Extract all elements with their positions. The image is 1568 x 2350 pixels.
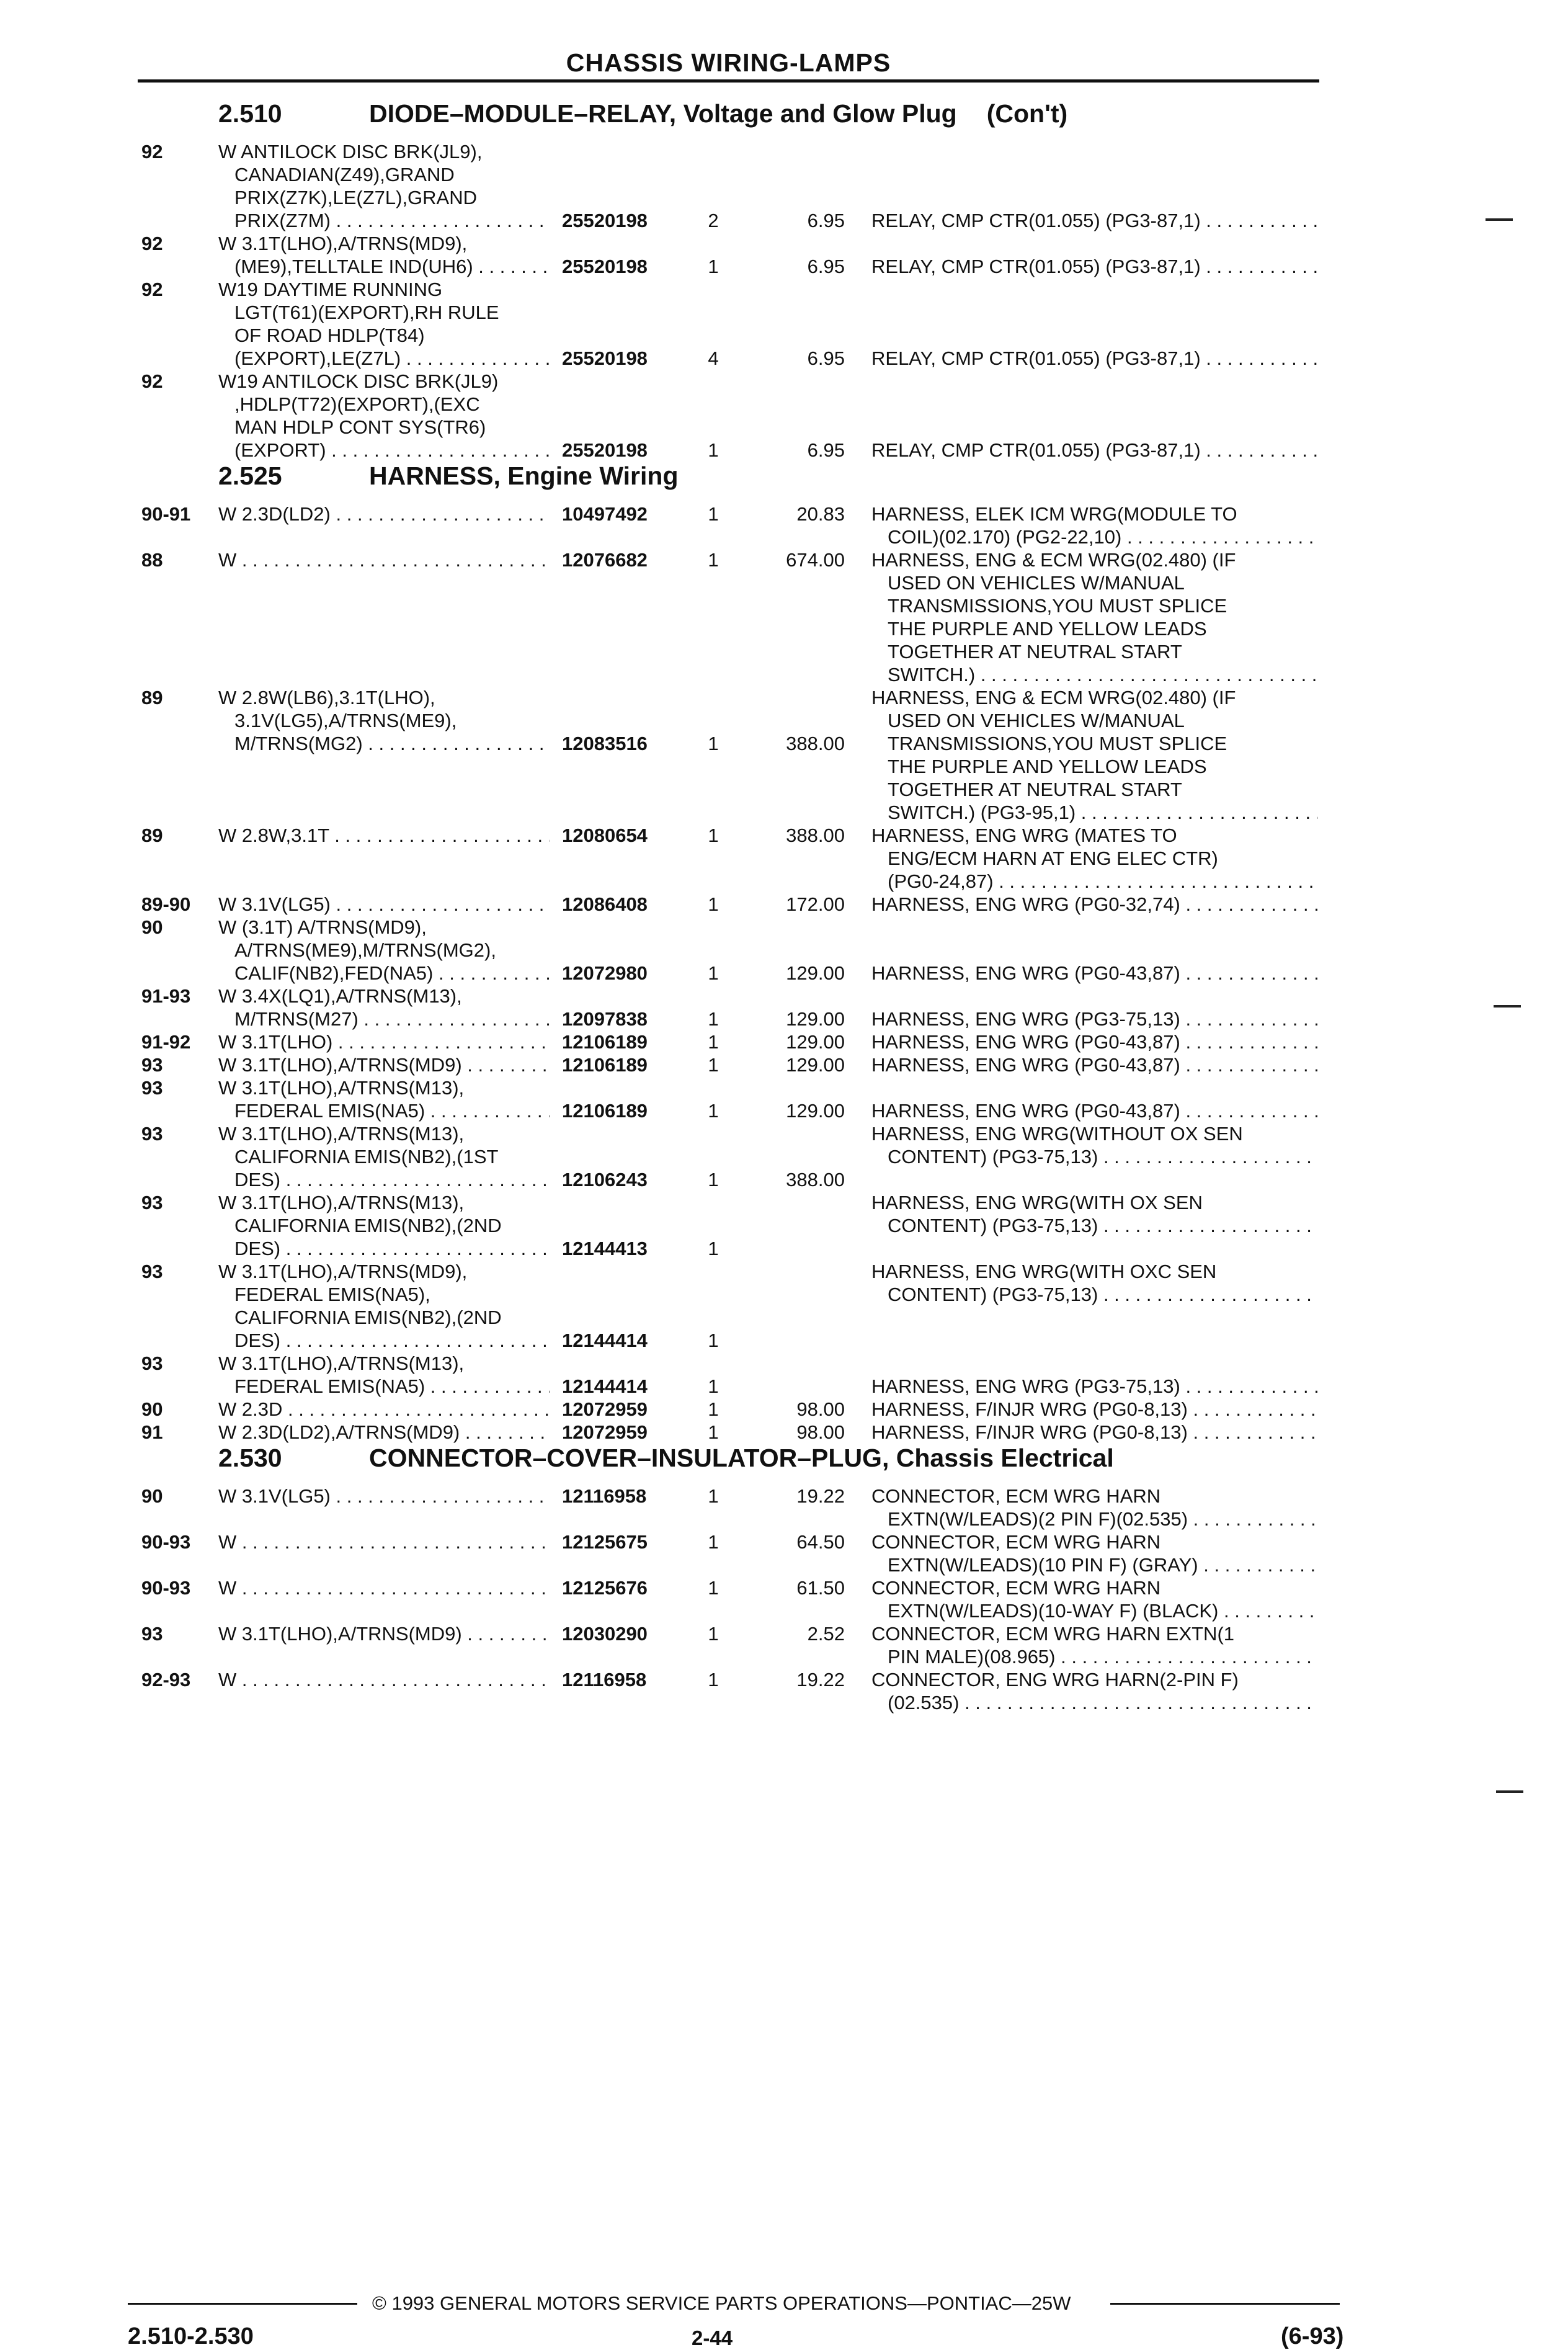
part-number: 12097838 bbox=[562, 1008, 648, 1030]
part-number: 12106243 bbox=[562, 1169, 648, 1191]
section-title-main: HARNESS, Engine Wiring bbox=[369, 462, 679, 490]
model-year: 93 bbox=[141, 1077, 163, 1099]
part-name-line: TOGETHER AT NEUTRAL START bbox=[888, 779, 1182, 800]
quantity: 1 bbox=[708, 1169, 719, 1191]
part-name-line: PIN MALE)(08.965) . . . bbox=[871, 1645, 1318, 1668]
part-number: 12125675 bbox=[562, 1531, 648, 1553]
model-year: 92 bbox=[141, 141, 163, 163]
usage-line: W . . . bbox=[218, 1530, 550, 1553]
part-name-line: CONTENT) (PG3-75,13) . . . bbox=[871, 1145, 1318, 1168]
model-year: 90 bbox=[141, 1485, 163, 1507]
parts-row bbox=[0, 1530, 1568, 1576]
part-name-line: HARNESS, ELEK ICM WRG(MODULE TO bbox=[871, 503, 1237, 525]
usage-description bbox=[218, 1622, 550, 1645]
model-year: 90 bbox=[141, 1398, 163, 1420]
part-name bbox=[871, 1007, 1318, 1030]
usage-line: W . . . bbox=[218, 548, 550, 571]
part-name-line: EXTN(W/LEADS)(10-WAY F) (BLACK) . . . bbox=[871, 1599, 1318, 1622]
part-name-line: CONTENT) (PG3-75,13) . . . bbox=[871, 1283, 1318, 1306]
usage-description bbox=[218, 1030, 550, 1053]
part-number: 12083516 bbox=[562, 733, 648, 754]
part-name bbox=[871, 347, 1318, 370]
model-year: 93 bbox=[141, 1352, 163, 1374]
margin-tick bbox=[1496, 1790, 1523, 1793]
usage-description bbox=[218, 686, 550, 755]
quantity: 1 bbox=[708, 1054, 719, 1076]
part-name-line: HARNESS, ENG WRG (PG0-43,87) . . . bbox=[871, 1030, 1318, 1053]
part-number: 12106189 bbox=[562, 1100, 648, 1122]
model-year: 90 bbox=[141, 916, 163, 938]
quantity: 2 bbox=[708, 210, 719, 231]
list-price: 388.00 bbox=[786, 824, 845, 846]
usage-description bbox=[218, 548, 550, 571]
quantity: 1 bbox=[708, 962, 719, 984]
usage-line: W 3.1T(LHO),A/TRNS(M13), bbox=[218, 1352, 465, 1374]
section-title-sub: Voltage and Glow Plug bbox=[683, 99, 957, 128]
model-year: 89 bbox=[141, 687, 163, 708]
footer-rule-right bbox=[1110, 2303, 1340, 2305]
model-year: 93 bbox=[141, 1054, 163, 1076]
part-name bbox=[871, 1530, 1318, 1576]
quantity: 1 bbox=[708, 1669, 719, 1691]
usage-description bbox=[218, 503, 550, 525]
usage-line: W ANTILOCK DISC BRK(JL9), bbox=[218, 141, 483, 163]
part-number: 12072959 bbox=[562, 1421, 648, 1443]
usage-description bbox=[218, 1122, 550, 1191]
usage-line: MAN HDLP CONT SYS(TR6) bbox=[234, 416, 486, 438]
section-title-sub: Chassis Electrical bbox=[896, 1444, 1114, 1472]
parts-row bbox=[0, 140, 1568, 232]
parts-row bbox=[0, 1122, 1568, 1191]
model-year: 91 bbox=[141, 1421, 163, 1443]
part-name-line: RELAY, CMP CTR(01.055) (PG3-87,1) . . . bbox=[871, 255, 1318, 278]
part-name-line: (02.535) . . . bbox=[871, 1691, 1318, 1714]
list-price: 129.00 bbox=[786, 1054, 845, 1076]
usage-line: 3.1V(LG5),A/TRNS(ME9), bbox=[234, 710, 457, 731]
list-price: 172.00 bbox=[786, 893, 845, 915]
section-title-main: CONNECTOR–COVER–INSULATOR–PLUG, bbox=[369, 1444, 889, 1472]
list-price: 129.00 bbox=[786, 1031, 845, 1053]
usage-description bbox=[218, 1260, 550, 1352]
usage-line: W 2.3D(LD2),A/TRNS(MD9) . . . bbox=[218, 1421, 550, 1444]
usage-description bbox=[218, 1191, 550, 1260]
part-name-line: SWITCH.) . . . bbox=[871, 663, 1318, 686]
list-price: 6.95 bbox=[807, 347, 845, 369]
model-year: 90-93 bbox=[141, 1577, 191, 1599]
parts-row bbox=[0, 1668, 1568, 1714]
usage-line: FEDERAL EMIS(NA5) . . . bbox=[218, 1375, 550, 1398]
section-title bbox=[369, 99, 1067, 128]
part-name bbox=[871, 1576, 1318, 1622]
part-name-line: THE PURPLE AND YELLOW LEADS bbox=[888, 756, 1207, 777]
usage-line: W 3.1T(LHO),A/TRNS(M13), bbox=[218, 1123, 465, 1145]
model-year: 91-92 bbox=[141, 1031, 191, 1053]
part-name bbox=[871, 1122, 1318, 1168]
part-name-line: HARNESS, ENG WRG (PG3-75,13) . . . bbox=[871, 1007, 1318, 1030]
quantity: 1 bbox=[708, 1577, 719, 1599]
quantity: 1 bbox=[708, 1531, 719, 1553]
footer-section-range: 2.510-2.530 bbox=[128, 2323, 254, 2349]
model-year: 88 bbox=[141, 549, 163, 571]
part-name bbox=[871, 893, 1318, 916]
part-name bbox=[871, 1668, 1318, 1714]
list-price: 129.00 bbox=[786, 1008, 845, 1030]
part-name bbox=[871, 1030, 1318, 1053]
part-number: 12030290 bbox=[562, 1623, 648, 1645]
part-name-line: CONNECTOR, ENG WRG HARN(2-PIN F) bbox=[871, 1669, 1239, 1691]
usage-line: W 2.8W(LB6),3.1T(LHO), bbox=[218, 687, 435, 708]
model-year: 93 bbox=[141, 1261, 163, 1282]
part-name-line: COIL)(02.170) (PG2-22,10) . . . bbox=[871, 525, 1318, 548]
part-name bbox=[871, 1622, 1318, 1668]
parts-row bbox=[0, 503, 1568, 548]
usage-line: FEDERAL EMIS(NA5), bbox=[234, 1284, 430, 1305]
part-number: 12144414 bbox=[562, 1329, 648, 1351]
list-price: 20.83 bbox=[796, 503, 845, 525]
part-name bbox=[871, 503, 1318, 548]
usage-line: CALIF(NB2),FED(NA5) . . . bbox=[218, 962, 550, 985]
quantity: 1 bbox=[708, 1421, 719, 1443]
footer-page-number: 2-44 bbox=[692, 2326, 733, 2349]
part-name-line: EXTN(W/LEADS)(2 PIN F)(02.535) . . . bbox=[871, 1508, 1318, 1530]
usage-description bbox=[218, 985, 550, 1030]
parts-row bbox=[0, 1030, 1568, 1053]
list-price: 2.52 bbox=[807, 1623, 845, 1645]
quantity: 1 bbox=[708, 1031, 719, 1053]
usage-description bbox=[218, 1530, 550, 1553]
model-year: 92-93 bbox=[141, 1669, 191, 1691]
part-number: 12116958 bbox=[562, 1669, 647, 1691]
part-name-line: RELAY, CMP CTR(01.055) (PG3-87,1) . . . bbox=[871, 439, 1318, 462]
quantity: 4 bbox=[708, 347, 719, 369]
section-title bbox=[369, 462, 679, 491]
usage-line: CALIFORNIA EMIS(NB2),(2ND bbox=[234, 1307, 502, 1328]
usage-line: DES) . . . bbox=[218, 1237, 550, 1260]
section-heading bbox=[0, 99, 1568, 140]
usage-line: W 3.1V(LG5) . . . bbox=[218, 893, 550, 916]
usage-line: W 3.1T(LHO),A/TRNS(M13), bbox=[218, 1077, 465, 1099]
parts-row bbox=[0, 232, 1568, 278]
part-name-line: HARNESS, ENG & ECM WRG(02.480) (IF bbox=[871, 549, 1236, 571]
section-continued: (Con't) bbox=[986, 99, 1068, 128]
parts-row bbox=[0, 1076, 1568, 1122]
part-name-line: EXTN(W/LEADS)(10 PIN F) (GRAY) . . . bbox=[871, 1553, 1318, 1576]
quantity: 1 bbox=[708, 1329, 719, 1351]
part-name-line: CONNECTOR, ECM WRG HARN EXTN(1 bbox=[871, 1623, 1235, 1645]
usage-description bbox=[218, 140, 550, 232]
usage-line: PRIX(Z7K),LE(Z7L),GRAND bbox=[234, 187, 478, 208]
part-name bbox=[871, 1375, 1318, 1398]
margin-tick bbox=[1494, 1005, 1521, 1007]
section-title bbox=[369, 1444, 1114, 1473]
part-name bbox=[871, 439, 1318, 462]
section-heading bbox=[0, 462, 1568, 503]
part-name-line: HARNESS, ENG WRG(WITHOUT OX SEN bbox=[871, 1123, 1243, 1145]
quantity: 1 bbox=[708, 439, 719, 461]
part-name-line: TRANSMISSIONS,YOU MUST SPLICE bbox=[888, 733, 1227, 754]
section-number: 2.530 bbox=[218, 1444, 282, 1472]
quantity: 1 bbox=[708, 1008, 719, 1030]
usage-line: CALIFORNIA EMIS(NB2),(2ND bbox=[234, 1215, 502, 1236]
model-year: 90-91 bbox=[141, 503, 191, 525]
margin-tick bbox=[1486, 218, 1513, 221]
part-name-line: ENG/ECM HARN AT ENG ELEC CTR) bbox=[888, 847, 1218, 869]
usage-line: CANADIAN(Z49),GRAND bbox=[234, 164, 455, 185]
part-name-line: HARNESS, ENG WRG(WITH OX SEN bbox=[871, 1192, 1203, 1213]
model-year: 91-93 bbox=[141, 985, 191, 1007]
parts-row bbox=[0, 893, 1568, 916]
quantity: 1 bbox=[708, 1375, 719, 1397]
part-name bbox=[871, 209, 1318, 232]
part-name bbox=[871, 1398, 1318, 1421]
part-number: 25520198 bbox=[562, 210, 648, 231]
usage-line: M/TRNS(MG2) . . . bbox=[218, 732, 550, 755]
list-price: 98.00 bbox=[796, 1398, 845, 1420]
quantity: 1 bbox=[708, 1398, 719, 1420]
usage-line: (EXPORT),LE(Z7L) . . . bbox=[218, 347, 550, 370]
parts-row bbox=[0, 1576, 1568, 1622]
part-name-line: CONNECTOR, ECM WRG HARN bbox=[871, 1577, 1161, 1599]
usage-description bbox=[218, 1076, 550, 1122]
usage-description bbox=[218, 1668, 550, 1691]
usage-line: W 3.1T(LHO) . . . bbox=[218, 1030, 550, 1053]
part-name-line: HARNESS, ENG & ECM WRG(02.480) (IF bbox=[871, 687, 1236, 708]
list-price: 64.50 bbox=[796, 1531, 845, 1553]
part-name bbox=[871, 1485, 1318, 1530]
parts-row bbox=[0, 1622, 1568, 1668]
part-number: 12072959 bbox=[562, 1398, 648, 1420]
usage-line: W 2.3D . . . bbox=[218, 1398, 550, 1421]
usage-description bbox=[218, 1053, 550, 1076]
quantity: 1 bbox=[708, 1238, 719, 1259]
parts-row bbox=[0, 686, 1568, 824]
part-name-line: SWITCH.) (PG3-95,1) . . . bbox=[871, 801, 1318, 824]
parts-row bbox=[0, 1421, 1568, 1444]
part-name-line: RELAY, CMP CTR(01.055) (PG3-87,1) . . . bbox=[871, 209, 1318, 232]
part-name-line: HARNESS, ENG WRG (PG0-43,87) . . . bbox=[871, 1053, 1318, 1076]
part-name bbox=[871, 548, 1318, 686]
usage-description bbox=[218, 1352, 550, 1398]
list-price: 129.00 bbox=[786, 962, 845, 984]
part-number: 12144413 bbox=[562, 1238, 648, 1259]
section-number: 2.510 bbox=[218, 99, 282, 128]
parts-catalog bbox=[0, 99, 1568, 1714]
usage-description bbox=[218, 278, 550, 370]
model-year: 92 bbox=[141, 233, 163, 254]
usage-line: W 2.8W,3.1T . . . bbox=[218, 824, 550, 847]
list-price: 129.00 bbox=[786, 1100, 845, 1122]
usage-line: DES) . . . bbox=[218, 1329, 550, 1352]
quantity: 1 bbox=[708, 733, 719, 754]
parts-row bbox=[0, 1398, 1568, 1421]
part-number: 25520198 bbox=[562, 256, 648, 277]
parts-row bbox=[0, 824, 1568, 893]
usage-line: W 3.1T(LHO),A/TRNS(MD9), bbox=[218, 1261, 468, 1282]
model-year: 89 bbox=[141, 824, 163, 846]
parts-row bbox=[0, 278, 1568, 370]
part-name-line: CONNECTOR, ECM WRG HARN bbox=[871, 1531, 1161, 1553]
usage-description bbox=[218, 893, 550, 916]
footer-rule-left bbox=[128, 2303, 357, 2305]
part-name-line: HARNESS, ENG WRG (PG0-43,87) . . . bbox=[871, 1099, 1318, 1122]
footer-copyright: © 1993 GENERAL MOTORS SERVICE PARTS OPERATIONS—PONTIAC—25W bbox=[372, 2292, 1071, 2314]
usage-line: ,HDLP(T72)(EXPORT),(EXC bbox=[234, 393, 480, 415]
usage-line: W19 DAYTIME RUNNING bbox=[218, 279, 443, 300]
usage-line: W 3.1V(LG5) . . . bbox=[218, 1485, 550, 1508]
usage-line: W19 ANTILOCK DISC BRK(JL9) bbox=[218, 370, 499, 392]
section-heading bbox=[0, 1444, 1568, 1485]
usage-line: A/TRNS(ME9),M/TRNS(MG2), bbox=[234, 939, 496, 961]
usage-line: (EXPORT) . . . bbox=[218, 439, 550, 462]
list-price: 388.00 bbox=[786, 733, 845, 754]
page-title: CHASSIS WIRING-LAMPS bbox=[566, 48, 891, 77]
part-name-line: CONTENT) (PG3-75,13) . . . bbox=[871, 1214, 1318, 1237]
part-number: 12106189 bbox=[562, 1054, 648, 1076]
part-number: 25520198 bbox=[562, 347, 648, 369]
header-divider bbox=[138, 79, 1319, 83]
usage-line: W 2.3D(LD2) . . . bbox=[218, 503, 550, 525]
usage-line: W 3.1T(LHO),A/TRNS(M13), bbox=[218, 1192, 465, 1213]
part-name-line: HARNESS, ENG WRG(WITH OXC SEN bbox=[871, 1261, 1217, 1282]
quantity: 1 bbox=[708, 824, 719, 846]
parts-row bbox=[0, 985, 1568, 1030]
list-price: 61.50 bbox=[796, 1577, 845, 1599]
quantity: 1 bbox=[708, 893, 719, 915]
list-price: 6.95 bbox=[807, 210, 845, 231]
part-name-line: USED ON VEHICLES W/MANUAL bbox=[888, 572, 1185, 594]
part-number: 12076682 bbox=[562, 549, 648, 571]
list-price: 674.00 bbox=[786, 549, 845, 571]
section-number: 2.525 bbox=[218, 462, 282, 490]
part-name-line: HARNESS, ENG WRG (PG0-43,87) . . . bbox=[871, 962, 1318, 985]
part-name bbox=[871, 1053, 1318, 1076]
model-year: 92 bbox=[141, 279, 163, 300]
part-name-line: HARNESS, F/INJR WRG (PG0-8,13) . . . bbox=[871, 1421, 1318, 1444]
part-name-line: (PG0-24,87) . . . bbox=[871, 870, 1318, 893]
quantity: 1 bbox=[708, 503, 719, 525]
usage-line: W 3.1T(LHO),A/TRNS(MD9) . . . bbox=[218, 1053, 550, 1076]
usage-line: W 3.1T(LHO),A/TRNS(MD9), bbox=[218, 233, 468, 254]
quantity: 1 bbox=[708, 549, 719, 571]
usage-description bbox=[218, 1576, 550, 1599]
parts-row bbox=[0, 1260, 1568, 1352]
parts-row bbox=[0, 548, 1568, 686]
part-name-line: CONNECTOR, ECM WRG HARN bbox=[871, 1485, 1161, 1507]
usage-description bbox=[218, 1398, 550, 1421]
list-price: 388.00 bbox=[786, 1169, 845, 1191]
part-name-line: TRANSMISSIONS,YOU MUST SPLICE bbox=[888, 595, 1227, 617]
parts-row bbox=[0, 1485, 1568, 1530]
usage-line: DES) . . . bbox=[218, 1168, 550, 1191]
usage-line: LGT(T61)(EXPORT),RH RULE bbox=[234, 302, 499, 323]
usage-line: W (3.1T) A/TRNS(MD9), bbox=[218, 916, 427, 938]
part-name-line: HARNESS, ENG WRG (PG0-32,74) . . . bbox=[871, 893, 1318, 916]
usage-line: W 3.1T(LHO),A/TRNS(MD9) . . . bbox=[218, 1622, 550, 1645]
list-price: 98.00 bbox=[796, 1421, 845, 1443]
model-year: 92 bbox=[141, 370, 163, 392]
usage-line: W . . . bbox=[218, 1576, 550, 1599]
usage-line: (ME9),TELLTALE IND(UH6) . . . bbox=[218, 255, 550, 278]
part-name bbox=[871, 1260, 1318, 1306]
part-number: 12144414 bbox=[562, 1375, 648, 1397]
part-number: 12080654 bbox=[562, 824, 648, 846]
usage-line: OF ROAD HDLP(T84) bbox=[234, 324, 425, 346]
usage-description bbox=[218, 1485, 550, 1508]
usage-line: W . . . bbox=[218, 1668, 550, 1691]
model-year: 93 bbox=[141, 1623, 163, 1645]
part-name bbox=[871, 1191, 1318, 1237]
quantity: 1 bbox=[708, 1623, 719, 1645]
usage-description bbox=[218, 1421, 550, 1444]
parts-row bbox=[0, 1053, 1568, 1076]
part-number: 12072980 bbox=[562, 962, 648, 984]
usage-line: PRIX(Z7M) . . . bbox=[218, 209, 550, 232]
model-year: 93 bbox=[141, 1123, 163, 1145]
part-number: 12086408 bbox=[562, 893, 648, 915]
section-title-main: DIODE–MODULE–RELAY, bbox=[369, 99, 677, 128]
part-number: 25520198 bbox=[562, 439, 648, 461]
quantity: 1 bbox=[708, 1100, 719, 1122]
part-name-line: HARNESS, F/INJR WRG (PG0-8,13) . . . bbox=[871, 1398, 1318, 1421]
usage-description bbox=[218, 916, 550, 985]
list-price: 6.95 bbox=[807, 256, 845, 277]
list-price: 6.95 bbox=[807, 439, 845, 461]
usage-description bbox=[218, 370, 550, 462]
part-name-line: TOGETHER AT NEUTRAL START bbox=[888, 641, 1182, 663]
part-number: 10497492 bbox=[562, 503, 648, 525]
part-name bbox=[871, 1421, 1318, 1444]
parts-row bbox=[0, 1191, 1568, 1260]
usage-line: M/TRNS(M27) . . . bbox=[218, 1007, 550, 1030]
usage-line: CALIFORNIA EMIS(NB2),(1ST bbox=[234, 1146, 499, 1168]
part-number: 12106189 bbox=[562, 1031, 648, 1053]
part-number: 12116958 bbox=[562, 1485, 647, 1507]
usage-description bbox=[218, 824, 550, 847]
usage-description bbox=[218, 232, 550, 278]
part-name-line: RELAY, CMP CTR(01.055) (PG3-87,1) . . . bbox=[871, 347, 1318, 370]
model-year: 89-90 bbox=[141, 893, 191, 915]
usage-line: W 3.4X(LQ1),A/TRNS(M13), bbox=[218, 985, 462, 1007]
part-name bbox=[871, 255, 1318, 278]
part-number: 12125676 bbox=[562, 1577, 648, 1599]
parts-row bbox=[0, 1352, 1568, 1398]
part-name bbox=[871, 686, 1318, 824]
part-name-line: USED ON VEHICLES W/MANUAL bbox=[888, 710, 1185, 731]
model-year: 90-93 bbox=[141, 1531, 191, 1553]
usage-line: FEDERAL EMIS(NA5) . . . bbox=[218, 1099, 550, 1122]
quantity: 1 bbox=[708, 1485, 719, 1507]
part-name-line: THE PURPLE AND YELLOW LEADS bbox=[888, 618, 1207, 640]
quantity: 1 bbox=[708, 256, 719, 277]
parts-row bbox=[0, 916, 1568, 985]
part-name bbox=[871, 824, 1318, 893]
part-name bbox=[871, 962, 1318, 985]
footer-date: (6-93) bbox=[1281, 2323, 1344, 2349]
part-name bbox=[871, 1099, 1318, 1122]
parts-row bbox=[0, 370, 1568, 462]
list-price: 19.22 bbox=[796, 1669, 845, 1691]
part-name-line: HARNESS, ENG WRG (PG3-75,13) . . . bbox=[871, 1375, 1318, 1398]
list-price: 19.22 bbox=[796, 1485, 845, 1507]
part-name-line: HARNESS, ENG WRG (MATES TO bbox=[871, 824, 1177, 846]
model-year: 93 bbox=[141, 1192, 163, 1213]
